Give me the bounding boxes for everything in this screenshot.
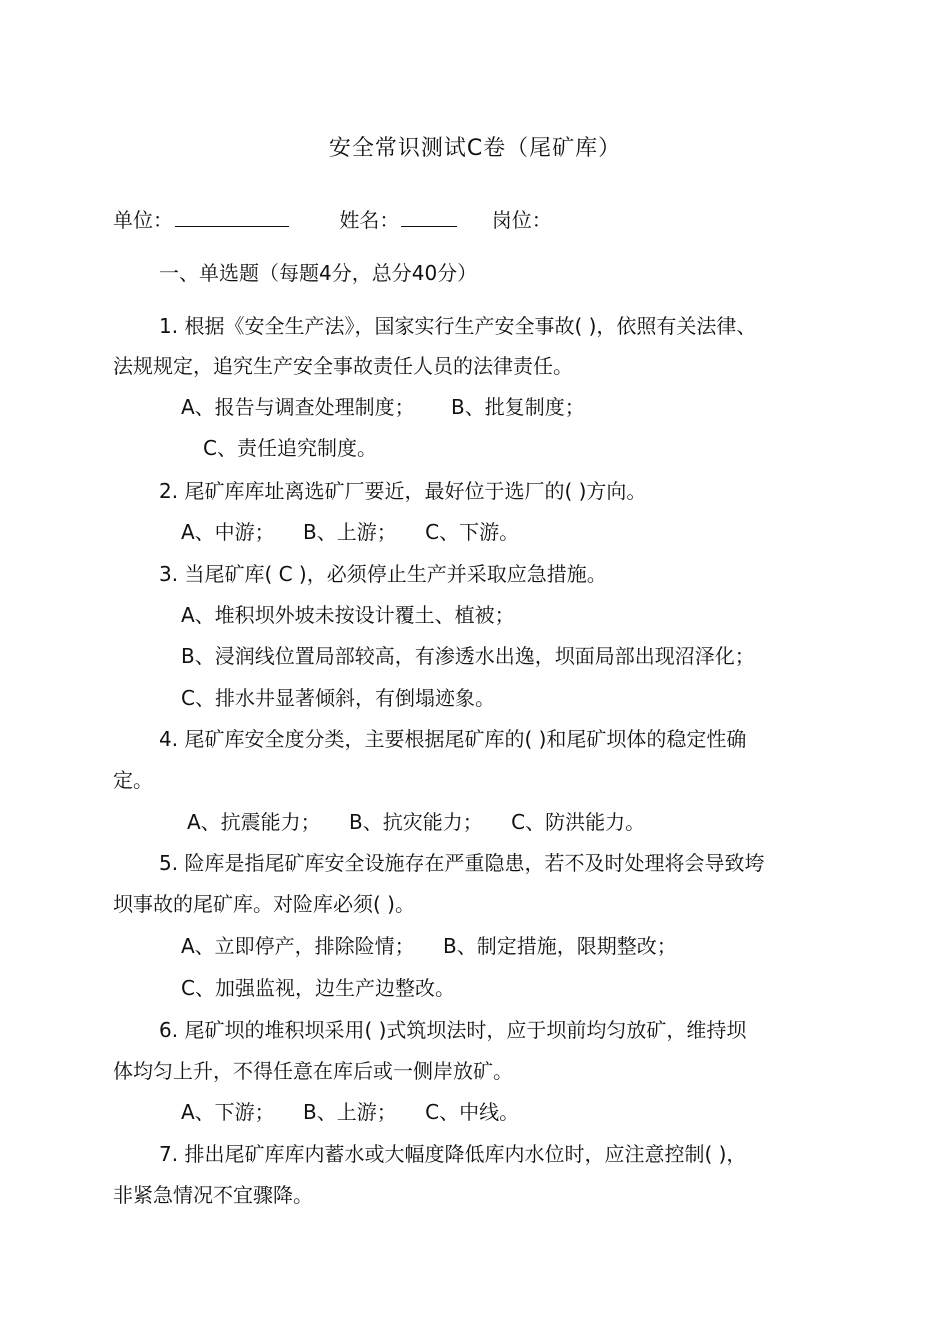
unit-label: 单位： [113, 208, 173, 232]
question-6-line-1: 6. 尾矿坝的堆积坝采用( )式筑坝法时，应于坝前均匀放矿，维持坝 [159, 1018, 747, 1042]
option-c: C、责任追究制度。 [203, 436, 377, 460]
name-blank [401, 204, 457, 227]
post-label: 岗位： [491, 208, 552, 232]
question-5-options-row-1 [181, 932, 677, 960]
option-b: B、制定措施，限期整改； [443, 934, 677, 958]
option-b: B、抗灾能力； [349, 810, 483, 834]
question-7-line-1: 7. 排出尾矿库库内蓄水或大幅度降低库内水位时，应注意控制( )， [159, 1142, 747, 1166]
question-7-line-2: 非紧急情况不宜骤降。 [113, 1183, 313, 1207]
question-6-line-2: 体均匀上升，不得任意在库后或一侧岸放矿。 [113, 1059, 513, 1083]
question-4-line-1: 4. 尾矿库安全度分类，主要根据尾矿库的( )和尾矿坝体的稳定性确 [159, 727, 747, 751]
question-5-line-1: 5. 险库是指尾矿库安全设施存在严重隐患，若不及时处理将会导致垮 [159, 851, 765, 875]
header-fields [113, 204, 552, 234]
question-3-option-a: A、堆积坝外坡未按设计覆土、植被； [181, 603, 515, 627]
option-c: C、防洪能力。 [511, 810, 646, 834]
option-a: A、中游； [181, 520, 275, 544]
question-3-option-c: C、排水井显著倾斜，有倒塌迹象。 [181, 686, 495, 710]
option-c: C、下游。 [425, 520, 520, 544]
question-1-options-row-1 [181, 393, 585, 421]
option-b: B、上游； [303, 520, 397, 544]
question-4-options [187, 808, 645, 836]
option-b: B、上游； [303, 1100, 397, 1124]
question-2-line-1: 2. 尾矿库库址离选矿厂要近，最好位于选厂的( )方向。 [159, 479, 647, 503]
option-a: A、下游； [181, 1100, 275, 1124]
question-2-options [181, 518, 519, 546]
option-c: C、中线。 [425, 1100, 520, 1124]
unit-blank [175, 204, 289, 227]
question-3-line-1: 3. 当尾矿库( C )，必须停止生产并采取应急措施。 [159, 562, 607, 586]
question-5-line-2: 坝事故的尾矿库。对险库必须( )。 [113, 892, 415, 916]
option-a: A、抗震能力； [187, 810, 321, 834]
option-a: A、立即停产，排除险情； [181, 934, 415, 958]
document-title: 安全常识测试C卷（尾矿库） [328, 136, 622, 161]
section-heading: 一、单选题（每题4分，总分40分） [159, 261, 478, 285]
option-a: A、报告与调查处理制度； [181, 395, 415, 419]
question-1-line-2: 法规规定，追究生产安全事故责任人员的法律责任。 [113, 354, 573, 378]
question-6-options [181, 1098, 519, 1126]
question-5-option-c: C、加强监视，边生产边整改。 [181, 976, 455, 1000]
question-1-options-row-2 [203, 434, 377, 462]
question-1-line-1: 1. 根据《安全生产法》，国家实行生产安全事故( )，依照有关法律、 [159, 314, 757, 338]
option-b: B、批复制度； [451, 395, 585, 419]
name-label: 姓名： [339, 208, 400, 232]
question-4-line-2: 定。 [113, 768, 153, 792]
question-3-option-b: B、浸润线位置局部较高，有渗透水出逸，坝面局部出现沼泽化； [181, 644, 755, 668]
